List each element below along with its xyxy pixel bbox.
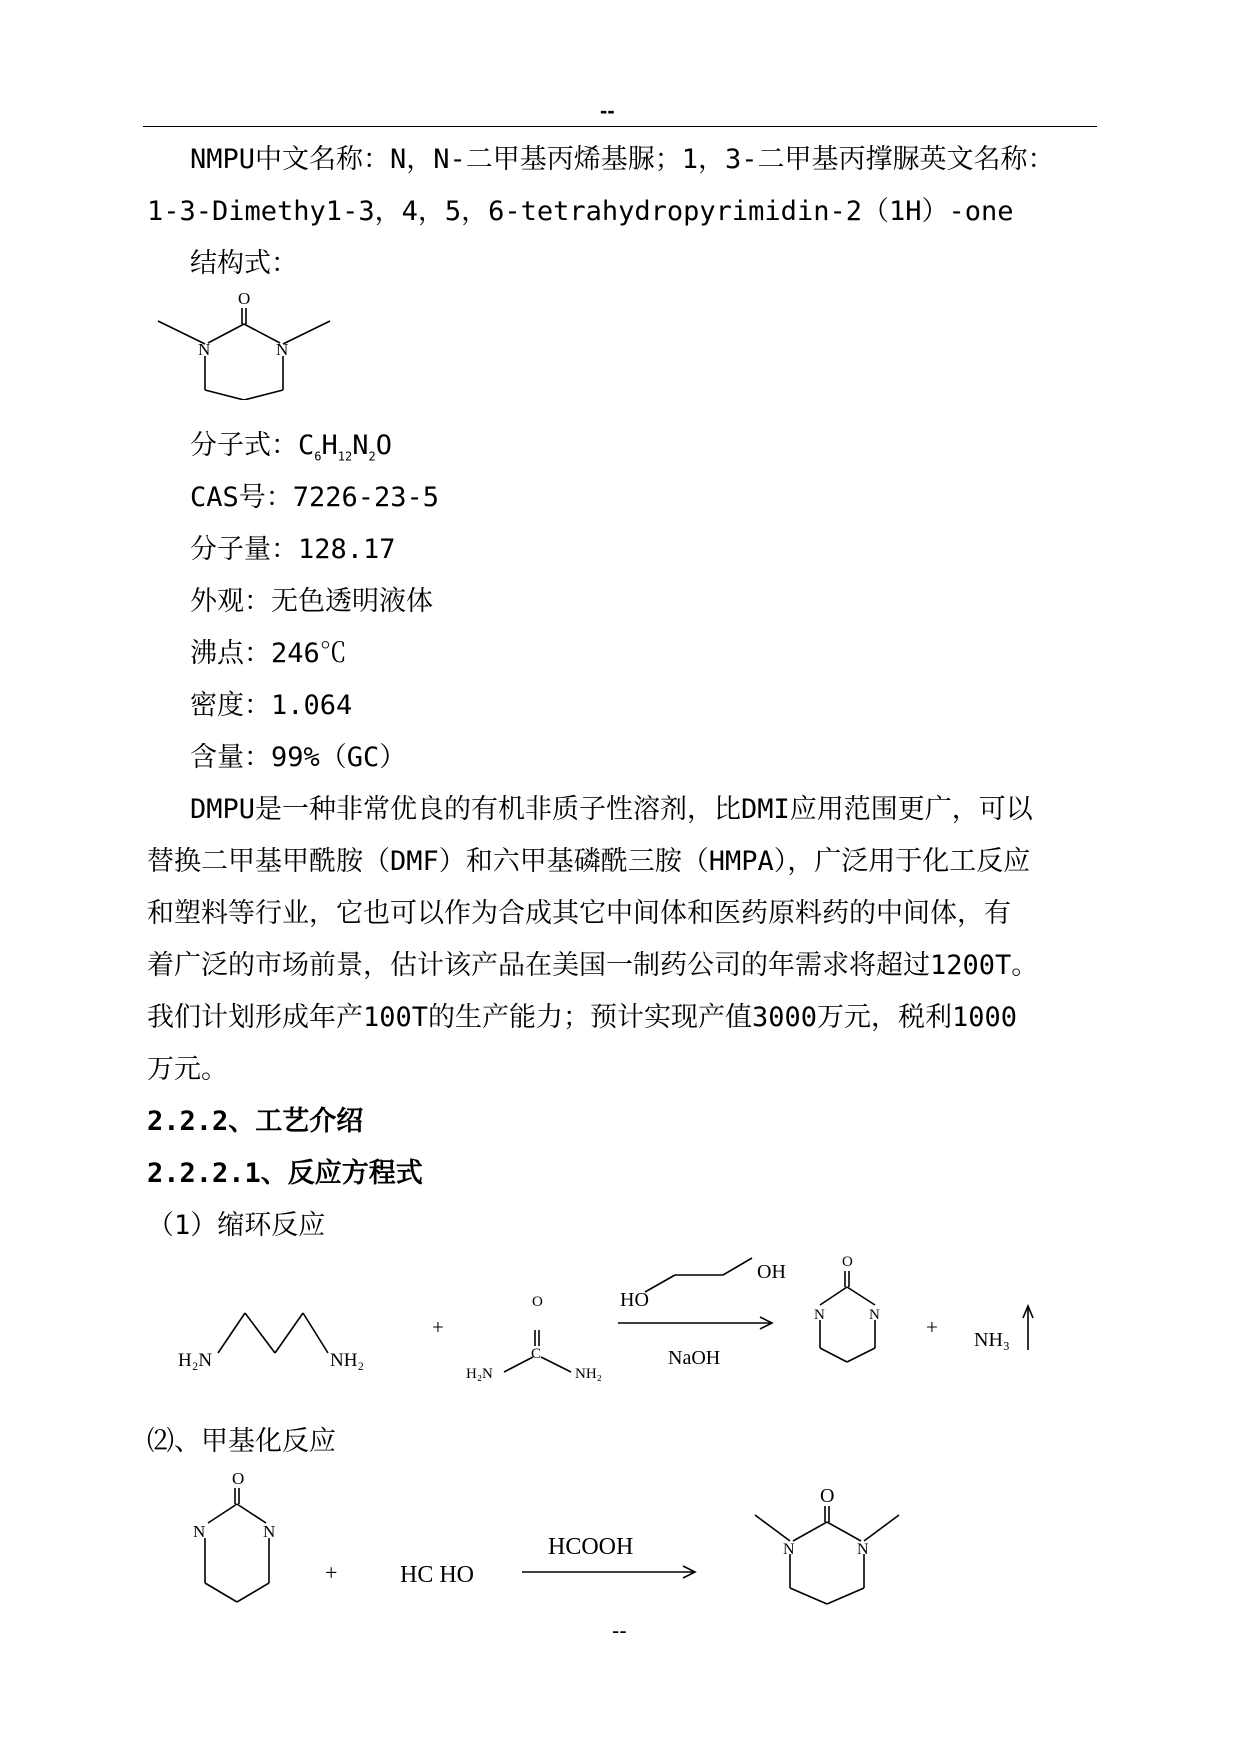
methylation-reaction-diagram (150, 1466, 930, 1616)
dmpu-structure-diagram (150, 288, 340, 400)
reaction-1-product-o: O (842, 1254, 853, 1270)
glycol-ho-label: HO (620, 1289, 649, 1311)
formula-label: 分子式： (190, 430, 298, 461)
content: 含量：99%（GC） (190, 742, 407, 773)
formula-o: O (375, 430, 392, 461)
cyclization-reaction-diagram (150, 1250, 1050, 1400)
formula-line (190, 432, 392, 462)
reaction-2-sm-n-left: N (193, 1522, 206, 1541)
urea-o-label: O (532, 1294, 543, 1310)
formula-h-count: 12 (337, 449, 353, 464)
reaction-2-sm-o: O (232, 1469, 245, 1488)
structure-label: 结构式： (190, 248, 298, 279)
urea-nh2-label: NH₂ (575, 1366, 602, 1382)
footer-mark: -- (612, 1618, 627, 1643)
reaction-2-product-o: O (820, 1485, 835, 1507)
molecular-weight: 分子量：128.17 (190, 534, 396, 565)
reaction-2-sm-n-right: N (263, 1522, 276, 1541)
intro-line-2: 1-3-Dimethy1-3，4，5，6-tetrahydropyrimidin-2（1H）-one (147, 196, 1014, 227)
reaction-1-product-n-right: N (869, 1307, 880, 1323)
section-heading-2221: 2.2.2.1、反应方程式 (147, 1158, 423, 1189)
ammonia-label: NH₃ (974, 1329, 1010, 1351)
description-line-6: 万元。 (147, 1054, 228, 1085)
formula-h: H (321, 430, 338, 461)
reaction-2-title: ⑵、甲基化反应 (147, 1426, 336, 1457)
reaction-2-product-n-left: N (783, 1541, 795, 1558)
diamine-h2n-label: H₂N (178, 1350, 213, 1371)
formula-c-count: 6 (314, 449, 322, 464)
formula-c: C (298, 430, 315, 461)
reaction-1-title: （1）缩环反应 (147, 1210, 326, 1241)
description-line-4: 着广泛的市场前景，估计该产品在美国一制药公司的年需求将超过1200T。 (147, 950, 1039, 981)
formaldehyde-label: HC HO (400, 1562, 475, 1588)
reaction-2-plus: + (325, 1560, 338, 1585)
urea-c-label: C (531, 1346, 542, 1362)
description-line-5: 我们计划形成年产100T的生产能力；预计实现产值3000万元，税利1000 (147, 1002, 1018, 1033)
density: 密度：1.064 (190, 690, 353, 721)
formula-n-count: 2 (368, 449, 376, 464)
diamine-nh2-label: NH₂ (330, 1350, 365, 1371)
intro-line-1: NMPU中文名称：N，N-二甲基丙烯基脲；1，3-二甲基丙撑脲英文名称： (190, 144, 1055, 175)
structure-o-label: O (238, 289, 251, 308)
structure-n-right-label: N (276, 340, 289, 359)
description-line-3: 和塑料等行业，它也可以作为合成其它中间体和医药原料药的中间体，有 (147, 898, 1011, 929)
header-mark: -- (600, 98, 615, 123)
urea-h2n-label: H₂N (466, 1366, 493, 1382)
description-line-2: 替换二甲基甲酰胺（DMF）和六甲基磷酰三胺（HMPA），广泛用于化工反应 (147, 846, 1031, 877)
reaction-1-catalyst: NaOH (668, 1347, 721, 1369)
reaction-1-plus-2: + (926, 1315, 938, 1339)
glycol-oh-label: OH (757, 1261, 786, 1283)
description-line-1: DMPU是一种非常优良的有机非质子性溶剂，比DMI应用范围更广，可以 (190, 794, 1033, 825)
reaction-1-plus-1: + (432, 1315, 444, 1339)
cas-number: CAS号：7226-23-5 (190, 482, 440, 513)
structure-n-left-label: N (198, 340, 211, 359)
boiling-point: 沸点：246℃ (190, 638, 347, 669)
header-rule (143, 126, 1097, 127)
reaction-2-catalyst: HCOOH (548, 1534, 634, 1560)
section-heading-222: 2.2.2、工艺介绍 (147, 1106, 364, 1137)
reaction-1-product-n-left: N (814, 1307, 825, 1323)
formula-n: N (352, 430, 369, 461)
appearance: 外观：无色透明液体 (190, 586, 433, 617)
reaction-2-product-n-right: N (857, 1541, 869, 1558)
